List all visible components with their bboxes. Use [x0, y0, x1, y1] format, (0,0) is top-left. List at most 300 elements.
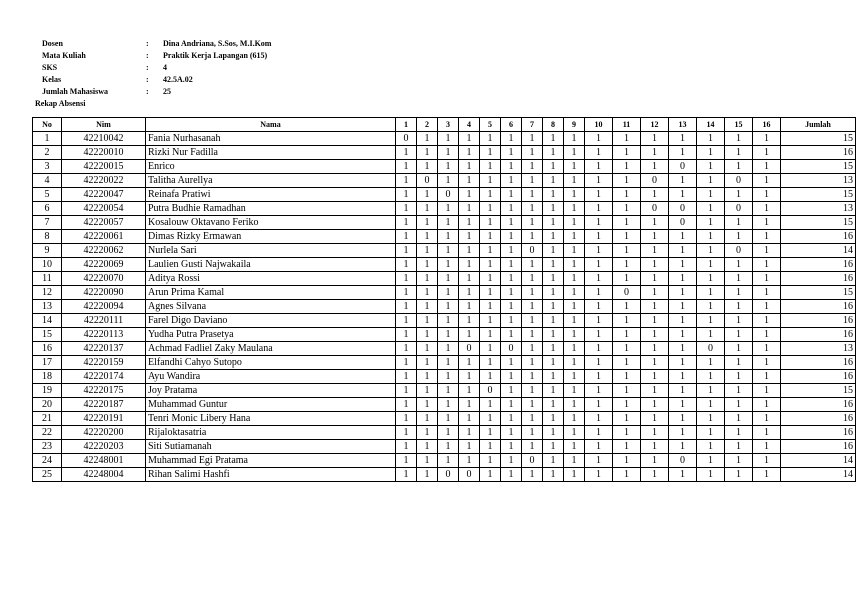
cell-session-13: 1 [669, 174, 697, 188]
cell-session-10: 1 [585, 160, 613, 174]
cell-session-1: 1 [396, 398, 417, 412]
cell-session-6: 1 [501, 384, 522, 398]
cell-session-12: 1 [641, 272, 669, 286]
cell-session-3: 1 [438, 342, 459, 356]
cell-session-16: 1 [753, 244, 781, 258]
cell-nim: 42248001 [62, 454, 146, 468]
cell-session-16: 1 [753, 258, 781, 272]
cell-session-10: 1 [585, 314, 613, 328]
header-total: Jumlah [781, 118, 856, 132]
cell-session-3: 1 [438, 216, 459, 230]
cell-name: Fania Nurhasanah [146, 132, 396, 146]
cell-session-5: 1 [480, 132, 501, 146]
cell-session-7: 1 [522, 258, 543, 272]
cell-session-3: 1 [438, 230, 459, 244]
cell-name: Arun Prima Kamal [146, 286, 396, 300]
cell-session-5: 1 [480, 230, 501, 244]
cell-name: Siti Sutiamanah [146, 440, 396, 454]
cell-total: 16 [781, 412, 856, 426]
cell-session-6: 1 [501, 272, 522, 286]
header-value: Praktik Kerja Lapangan (615) [163, 51, 268, 60]
cell-name: Rizki Nur Fadilla [146, 146, 396, 160]
cell-no: 11 [33, 272, 62, 286]
cell-session-8: 1 [543, 202, 564, 216]
table-row [33, 174, 856, 188]
cell-session-10: 1 [585, 146, 613, 160]
cell-session-14: 1 [697, 258, 725, 272]
cell-session-2: 1 [417, 244, 438, 258]
cell-session-15: 1 [725, 286, 753, 300]
cell-session-2: 1 [417, 258, 438, 272]
cell-session-12: 1 [641, 356, 669, 370]
cell-session-9: 1 [564, 370, 585, 384]
header-session-2: 2 [417, 118, 438, 132]
cell-session-14: 1 [697, 146, 725, 160]
cell-session-9: 1 [564, 300, 585, 314]
cell-session-11: 1 [613, 258, 641, 272]
cell-session-9: 1 [564, 258, 585, 272]
cell-session-15: 0 [725, 202, 753, 216]
cell-session-14: 1 [697, 160, 725, 174]
cell-total: 16 [781, 146, 856, 160]
cell-total: 15 [781, 286, 856, 300]
cell-session-5: 1 [480, 216, 501, 230]
cell-session-13: 1 [669, 188, 697, 202]
cell-session-4: 1 [459, 412, 480, 426]
cell-session-2: 1 [417, 188, 438, 202]
cell-session-7: 1 [522, 132, 543, 146]
cell-session-12: 0 [641, 174, 669, 188]
cell-session-3: 1 [438, 202, 459, 216]
table-row [33, 356, 856, 370]
cell-nim: 42220159 [62, 356, 146, 370]
cell-session-1: 1 [396, 286, 417, 300]
cell-session-6: 1 [501, 188, 522, 202]
cell-nim: 42220111 [62, 314, 146, 328]
cell-name: Laulien Gusti Najwakaila [146, 258, 396, 272]
cell-session-6: 1 [501, 314, 522, 328]
cell-session-7: 1 [522, 174, 543, 188]
cell-session-5: 1 [480, 272, 501, 286]
cell-session-9: 1 [564, 426, 585, 440]
cell-session-5: 1 [480, 328, 501, 342]
cell-session-7: 1 [522, 300, 543, 314]
cell-session-6: 1 [501, 216, 522, 230]
header-session-11: 11 [613, 118, 641, 132]
cell-session-4: 1 [459, 300, 480, 314]
cell-name: Talitha Aurellya [146, 174, 396, 188]
cell-session-1: 1 [396, 314, 417, 328]
cell-name: Rijaloktasatria [146, 426, 396, 440]
cell-session-12: 1 [641, 160, 669, 174]
cell-session-10: 1 [585, 370, 613, 384]
cell-session-11: 1 [613, 230, 641, 244]
cell-session-6: 1 [501, 468, 522, 482]
cell-session-13: 1 [669, 314, 697, 328]
cell-no: 2 [33, 146, 62, 160]
cell-session-8: 1 [543, 132, 564, 146]
cell-session-8: 1 [543, 244, 564, 258]
cell-session-12: 1 [641, 258, 669, 272]
cell-session-8: 1 [543, 160, 564, 174]
cell-nim: 42220191 [62, 412, 146, 426]
cell-session-3: 1 [438, 146, 459, 160]
cell-session-14: 1 [697, 174, 725, 188]
header-session-3: 3 [438, 118, 459, 132]
cell-session-4: 1 [459, 202, 480, 216]
cell-session-13: 1 [669, 370, 697, 384]
cell-session-11: 1 [613, 398, 641, 412]
cell-nim: 42220203 [62, 440, 146, 454]
cell-session-10: 1 [585, 398, 613, 412]
header-session-1: 1 [396, 118, 417, 132]
cell-session-3: 0 [438, 468, 459, 482]
cell-session-2: 1 [417, 132, 438, 146]
header-session-16: 16 [753, 118, 781, 132]
header-session-8: 8 [543, 118, 564, 132]
cell-no: 4 [33, 174, 62, 188]
cell-session-4: 1 [459, 146, 480, 160]
cell-no: 24 [33, 454, 62, 468]
cell-session-9: 1 [564, 202, 585, 216]
cell-session-1: 1 [396, 370, 417, 384]
cell-session-7: 1 [522, 412, 543, 426]
cell-session-7: 1 [522, 328, 543, 342]
cell-session-5: 1 [480, 286, 501, 300]
cell-nim: 42220175 [62, 384, 146, 398]
cell-session-1: 1 [396, 454, 417, 468]
cell-session-3: 1 [438, 174, 459, 188]
cell-total: 16 [781, 370, 856, 384]
cell-session-16: 1 [753, 160, 781, 174]
cell-session-10: 1 [585, 440, 613, 454]
cell-session-8: 1 [543, 272, 564, 286]
cell-session-13: 1 [669, 244, 697, 258]
header-label: SKS [42, 63, 58, 72]
cell-session-4: 1 [459, 132, 480, 146]
cell-session-3: 1 [438, 272, 459, 286]
cell-session-13: 1 [669, 132, 697, 146]
cell-session-14: 1 [697, 300, 725, 314]
cell-session-7: 1 [522, 146, 543, 160]
cell-total: 15 [781, 216, 856, 230]
table-row [33, 454, 856, 468]
cell-session-4: 1 [459, 328, 480, 342]
cell-session-4: 1 [459, 440, 480, 454]
cell-total: 16 [781, 356, 856, 370]
cell-session-2: 1 [417, 286, 438, 300]
cell-name: Enrico [146, 160, 396, 174]
cell-session-11: 1 [613, 440, 641, 454]
cell-no: 19 [33, 384, 62, 398]
cell-session-5: 1 [480, 258, 501, 272]
cell-no: 22 [33, 426, 62, 440]
cell-session-14: 1 [697, 398, 725, 412]
cell-session-9: 1 [564, 328, 585, 342]
cell-session-9: 1 [564, 468, 585, 482]
cell-session-11: 1 [613, 216, 641, 230]
cell-session-16: 1 [753, 230, 781, 244]
cell-session-7: 1 [522, 468, 543, 482]
cell-session-7: 0 [522, 244, 543, 258]
cell-session-11: 1 [613, 356, 641, 370]
cell-session-12: 1 [641, 454, 669, 468]
header-separator: : [146, 39, 149, 48]
cell-session-6: 1 [501, 356, 522, 370]
cell-session-10: 1 [585, 300, 613, 314]
cell-session-7: 1 [522, 314, 543, 328]
cell-session-2: 1 [417, 356, 438, 370]
cell-nim: 42220070 [62, 272, 146, 286]
cell-total: 16 [781, 440, 856, 454]
cell-session-11: 1 [613, 468, 641, 482]
table-row [33, 412, 856, 426]
header-label: Kelas [42, 75, 62, 84]
cell-session-8: 1 [543, 440, 564, 454]
cell-session-14: 1 [697, 370, 725, 384]
cell-session-13: 1 [669, 300, 697, 314]
cell-total: 16 [781, 272, 856, 286]
cell-session-2: 1 [417, 230, 438, 244]
cell-session-10: 1 [585, 454, 613, 468]
cell-session-6: 1 [501, 370, 522, 384]
cell-session-12: 1 [641, 216, 669, 230]
cell-session-1: 1 [396, 230, 417, 244]
cell-session-11: 1 [613, 188, 641, 202]
header-label: Mata Kuliah [42, 51, 86, 60]
cell-session-7: 1 [522, 426, 543, 440]
cell-session-15: 1 [725, 412, 753, 426]
cell-session-8: 1 [543, 370, 564, 384]
cell-name: Achmad Fadliel Zaky Maulana [146, 342, 396, 356]
cell-session-2: 1 [417, 160, 438, 174]
header-session-14: 14 [697, 118, 725, 132]
cell-session-1: 1 [396, 342, 417, 356]
cell-session-3: 1 [438, 314, 459, 328]
table-row [33, 314, 856, 328]
cell-session-16: 1 [753, 188, 781, 202]
cell-session-8: 1 [543, 216, 564, 230]
cell-nim: 42248004 [62, 468, 146, 482]
header-value: 4 [163, 63, 167, 72]
header-session-12: 12 [641, 118, 669, 132]
cell-session-5: 1 [480, 468, 501, 482]
cell-session-13: 1 [669, 146, 697, 160]
cell-session-1: 1 [396, 146, 417, 160]
cell-session-10: 1 [585, 258, 613, 272]
cell-session-12: 1 [641, 132, 669, 146]
table-row [33, 160, 856, 174]
cell-session-12: 1 [641, 398, 669, 412]
cell-session-5: 1 [480, 412, 501, 426]
cell-session-10: 1 [585, 188, 613, 202]
cell-session-11: 1 [613, 244, 641, 258]
cell-session-3: 1 [438, 258, 459, 272]
cell-session-9: 1 [564, 356, 585, 370]
cell-session-1: 1 [396, 174, 417, 188]
cell-session-15: 1 [725, 384, 753, 398]
cell-session-1: 1 [396, 258, 417, 272]
cell-session-15: 1 [725, 454, 753, 468]
cell-total: 15 [781, 160, 856, 174]
cell-session-1: 1 [396, 216, 417, 230]
cell-session-6: 1 [501, 412, 522, 426]
cell-session-8: 1 [543, 230, 564, 244]
cell-session-6: 1 [501, 328, 522, 342]
header-info-row [42, 50, 342, 62]
table-row [33, 230, 856, 244]
cell-session-2: 1 [417, 384, 438, 398]
cell-session-7: 1 [522, 342, 543, 356]
cell-nim: 42220090 [62, 286, 146, 300]
cell-session-12: 1 [641, 328, 669, 342]
header-session-6: 6 [501, 118, 522, 132]
section-title: Rekap Absensi [35, 99, 86, 108]
cell-name: Muhammad Egi Pratama [146, 454, 396, 468]
cell-session-8: 1 [543, 286, 564, 300]
cell-session-6: 0 [501, 342, 522, 356]
cell-session-14: 1 [697, 356, 725, 370]
cell-session-1: 1 [396, 468, 417, 482]
cell-session-11: 1 [613, 370, 641, 384]
cell-session-2: 1 [417, 314, 438, 328]
cell-session-9: 1 [564, 454, 585, 468]
cell-total: 16 [781, 314, 856, 328]
cell-session-11: 1 [613, 426, 641, 440]
cell-session-8: 1 [543, 328, 564, 342]
cell-nim: 42220047 [62, 188, 146, 202]
cell-session-11: 1 [613, 174, 641, 188]
cell-session-7: 1 [522, 440, 543, 454]
cell-session-3: 1 [438, 426, 459, 440]
cell-nim: 42220069 [62, 258, 146, 272]
cell-session-16: 1 [753, 454, 781, 468]
cell-session-11: 1 [613, 314, 641, 328]
cell-session-9: 1 [564, 398, 585, 412]
cell-session-6: 1 [501, 160, 522, 174]
cell-session-4: 0 [459, 342, 480, 356]
header-info-row [42, 62, 342, 74]
cell-no: 6 [33, 202, 62, 216]
header-info-row [42, 86, 342, 98]
cell-session-8: 1 [543, 314, 564, 328]
cell-session-1: 1 [396, 356, 417, 370]
cell-session-3: 1 [438, 398, 459, 412]
header-separator: : [146, 51, 149, 60]
cell-session-12: 0 [641, 202, 669, 216]
cell-session-16: 1 [753, 384, 781, 398]
cell-session-4: 1 [459, 286, 480, 300]
header-info-row [42, 38, 342, 50]
cell-session-15: 1 [725, 230, 753, 244]
table-header-row [33, 118, 856, 132]
cell-session-14: 1 [697, 384, 725, 398]
cell-name: Dimas Rizky Ermawan [146, 230, 396, 244]
cell-session-2: 1 [417, 272, 438, 286]
cell-session-1: 1 [396, 272, 417, 286]
cell-no: 1 [33, 132, 62, 146]
cell-session-14: 1 [697, 328, 725, 342]
cell-session-11: 1 [613, 342, 641, 356]
cell-session-7: 1 [522, 356, 543, 370]
header-value: 42.5A.02 [163, 75, 193, 84]
cell-session-9: 1 [564, 342, 585, 356]
cell-session-2: 1 [417, 216, 438, 230]
cell-session-5: 1 [480, 440, 501, 454]
cell-nim: 42220174 [62, 370, 146, 384]
cell-session-5: 1 [480, 244, 501, 258]
cell-no: 15 [33, 328, 62, 342]
header-value: 25 [163, 87, 171, 96]
cell-session-16: 1 [753, 300, 781, 314]
cell-nim: 42220200 [62, 426, 146, 440]
cell-session-14: 1 [697, 454, 725, 468]
cell-session-12: 1 [641, 146, 669, 160]
table-row [33, 132, 856, 146]
cell-session-14: 1 [697, 230, 725, 244]
cell-session-10: 1 [585, 202, 613, 216]
header-session-9: 9 [564, 118, 585, 132]
cell-session-16: 1 [753, 398, 781, 412]
table-row [33, 258, 856, 272]
cell-session-2: 0 [417, 174, 438, 188]
cell-session-3: 1 [438, 132, 459, 146]
cell-name: Reinafa Pratiwi [146, 188, 396, 202]
cell-no: 10 [33, 258, 62, 272]
cell-session-3: 0 [438, 188, 459, 202]
table-row [33, 286, 856, 300]
cell-session-4: 1 [459, 314, 480, 328]
cell-session-4: 1 [459, 244, 480, 258]
cell-session-11: 1 [613, 300, 641, 314]
cell-name: Kosalouw Oktavano Feriko [146, 216, 396, 230]
table-row [33, 440, 856, 454]
cell-session-8: 1 [543, 412, 564, 426]
cell-session-9: 1 [564, 440, 585, 454]
cell-session-9: 1 [564, 244, 585, 258]
cell-session-16: 1 [753, 286, 781, 300]
cell-session-2: 1 [417, 300, 438, 314]
cell-session-3: 1 [438, 356, 459, 370]
cell-session-12: 1 [641, 384, 669, 398]
cell-session-3: 1 [438, 328, 459, 342]
cell-session-10: 1 [585, 216, 613, 230]
table-row [33, 272, 856, 286]
cell-session-10: 1 [585, 412, 613, 426]
cell-session-6: 1 [501, 398, 522, 412]
cell-session-1: 1 [396, 426, 417, 440]
cell-no: 16 [33, 342, 62, 356]
cell-session-1: 1 [396, 384, 417, 398]
header-separator: : [146, 63, 149, 72]
cell-nim: 42220010 [62, 146, 146, 160]
table-row [33, 398, 856, 412]
cell-session-14: 1 [697, 440, 725, 454]
cell-session-7: 0 [522, 454, 543, 468]
cell-session-13: 1 [669, 468, 697, 482]
cell-total: 15 [781, 132, 856, 146]
cell-session-6: 1 [501, 286, 522, 300]
cell-session-7: 1 [522, 370, 543, 384]
header-label: Dosen [42, 39, 63, 48]
cell-session-16: 1 [753, 440, 781, 454]
cell-session-4: 0 [459, 468, 480, 482]
cell-session-6: 1 [501, 244, 522, 258]
cell-session-6: 1 [501, 258, 522, 272]
cell-session-14: 1 [697, 468, 725, 482]
cell-session-5: 1 [480, 314, 501, 328]
table-row [33, 216, 856, 230]
